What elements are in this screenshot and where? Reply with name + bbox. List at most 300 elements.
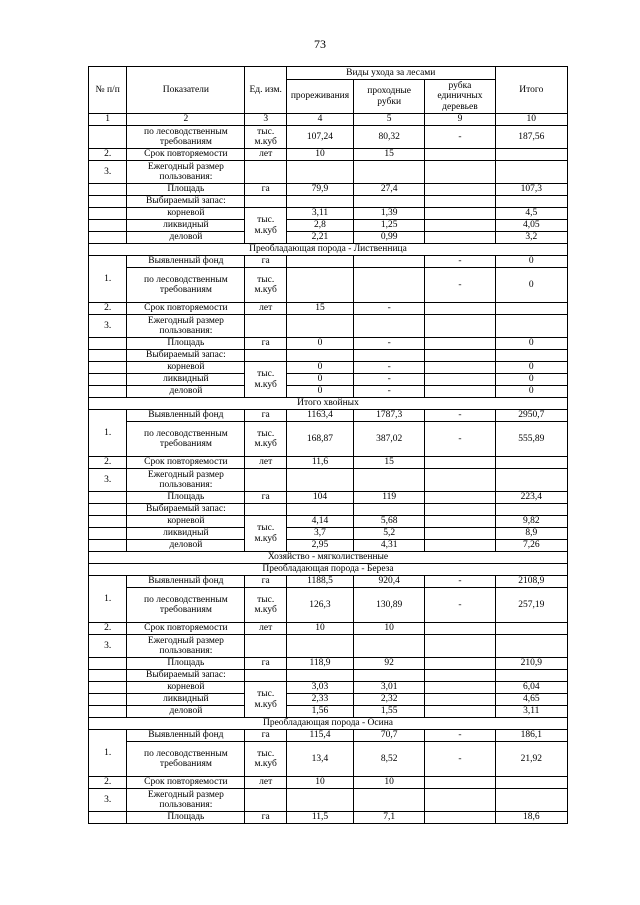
empty-cell	[89, 694, 127, 706]
value-passage: 920,4	[354, 576, 425, 588]
empty-cell	[89, 362, 127, 374]
indicator-label: Срок повторяемости	[127, 777, 245, 789]
table-row	[89, 694, 568, 706]
section-title: Хозяйство - мягколиственные	[89, 552, 568, 564]
value-thinning: 79,9	[286, 184, 353, 196]
unit-cell: лет	[245, 777, 287, 789]
unit-cell: га	[245, 576, 287, 588]
table-row	[89, 588, 568, 611]
empty-cell	[89, 516, 127, 528]
value-thinning: 2,8	[286, 220, 353, 232]
unit-cell: лет	[245, 623, 287, 635]
table-row	[89, 303, 568, 315]
indicator-label: Выявленный фонд	[127, 730, 245, 742]
value-thinning: 3,03	[286, 682, 353, 694]
empty-cell	[245, 161, 287, 184]
value-thinning: 126,3	[286, 588, 353, 623]
row-number	[89, 126, 127, 149]
value-total: 3,11	[495, 706, 567, 718]
col-header-unit: Ед. изм.	[245, 67, 287, 114]
value-passage: 7,1	[354, 812, 425, 824]
value-passage: -	[354, 338, 425, 350]
empty-cell	[354, 315, 425, 338]
empty-cell	[425, 161, 495, 184]
value-total: 210,9	[495, 658, 567, 670]
value-passage: 1,25	[354, 220, 425, 232]
value-total: 8,9	[495, 528, 567, 540]
value-single-tree	[425, 682, 495, 694]
empty-cell	[89, 374, 127, 386]
indicator-label: Выявленный фонд	[127, 256, 245, 268]
empty-cell	[354, 504, 425, 516]
column-number: 4	[286, 114, 353, 126]
value-thinning: 2,21	[286, 232, 353, 244]
table-row	[89, 706, 568, 718]
row-number: 3.	[89, 161, 127, 184]
value-passage: 0,99	[354, 232, 425, 244]
indicator-label: деловой	[127, 386, 245, 398]
value-passage: 387,02	[354, 422, 425, 457]
table-row	[89, 742, 568, 765]
indicator-label: Площадь	[127, 338, 245, 350]
row-number: 1.	[89, 576, 127, 623]
value-single-tree	[425, 457, 495, 469]
value-single-tree: -	[425, 410, 495, 422]
value-total	[495, 623, 567, 635]
value-single-tree: -	[425, 268, 495, 303]
value-total: 9,82	[495, 516, 567, 528]
unit-cell: тыс. м.куб	[245, 516, 287, 552]
column-number: 2	[127, 114, 245, 126]
empty-cell	[286, 196, 353, 208]
empty-cell	[89, 528, 127, 540]
empty-cell	[245, 469, 287, 492]
table-row	[89, 576, 568, 588]
row-number: 3.	[89, 315, 127, 338]
value-total	[495, 303, 567, 315]
table-row	[89, 777, 568, 789]
value-total: 0	[495, 268, 567, 303]
value-thinning: 3,7	[286, 528, 353, 540]
value-thinning: 3,11	[286, 208, 353, 220]
table-row	[89, 516, 568, 528]
value-thinning: 15	[286, 303, 353, 315]
empty-cell	[89, 208, 127, 220]
unit-cell: тыс. м.куб	[245, 682, 287, 718]
unit-cell: га	[245, 184, 287, 196]
table-row	[89, 504, 568, 516]
value-single-tree	[425, 540, 495, 552]
empty-cell	[354, 196, 425, 208]
indicator-label: деловой	[127, 540, 245, 552]
indicator-label: корневой	[127, 362, 245, 374]
value-single-tree	[425, 658, 495, 670]
value-total: 555,89	[495, 422, 567, 457]
indicator-label: Выбираемый запас:	[127, 196, 245, 208]
table-row	[89, 682, 568, 694]
empty-cell	[354, 161, 425, 184]
table-row	[89, 362, 568, 374]
empty-cell	[286, 469, 353, 492]
table-row	[89, 220, 568, 232]
table-row	[89, 149, 568, 161]
col-header-passage: проходные рубки	[354, 80, 425, 114]
forest-care-table	[88, 66, 568, 824]
row-number: 2.	[89, 777, 127, 789]
unit-cell: тыс. м.куб	[245, 208, 287, 244]
empty-cell	[245, 635, 287, 658]
indicator-label: по лесоводственным требованиям	[127, 422, 245, 457]
unit-cell: лет	[245, 303, 287, 315]
table-row	[89, 789, 568, 812]
value-thinning: 2,95	[286, 540, 353, 552]
value-total	[495, 457, 567, 469]
row-number: 2.	[89, 149, 127, 161]
value-single-tree: -	[425, 126, 495, 149]
value-passage: -	[354, 374, 425, 386]
table-row	[89, 492, 568, 504]
indicator-label: Ежегодный размер пользования:	[127, 315, 245, 338]
empty-cell	[425, 350, 495, 362]
indicator-label: ликвидный	[127, 694, 245, 706]
value-thinning: 10	[286, 777, 353, 789]
value-total: 4,05	[495, 220, 567, 232]
col-header-indicators: Показатели	[127, 67, 245, 114]
col-header-num: № п/п	[89, 67, 127, 114]
empty-cell	[89, 386, 127, 398]
empty-cell	[89, 658, 127, 670]
table-row	[89, 812, 568, 824]
unit-cell: га	[245, 492, 287, 504]
value-single-tree	[425, 338, 495, 350]
value-passage: 4,31	[354, 540, 425, 552]
empty-cell	[354, 789, 425, 812]
value-total	[495, 777, 567, 789]
value-passage: 5,2	[354, 528, 425, 540]
empty-cell	[89, 706, 127, 718]
value-thinning: 13,4	[286, 742, 353, 777]
indicator-label: Выбираемый запас:	[127, 670, 245, 682]
indicator-label: Ежегодный размер пользования:	[127, 789, 245, 812]
indicator-label: Ежегодный размер пользования:	[127, 161, 245, 184]
row-number: 3.	[89, 469, 127, 492]
empty-cell	[354, 670, 425, 682]
table-row	[89, 469, 568, 492]
indicator-label: деловой	[127, 232, 245, 244]
table-row	[89, 623, 568, 635]
col-header-single-tree: рубка единичных деревьев	[425, 80, 495, 114]
value-total: 18,6	[495, 812, 567, 824]
value-single-tree: -	[425, 422, 495, 457]
col-header-group: Виды ухода за лесами	[286, 67, 495, 80]
row-number: 1.	[89, 256, 127, 303]
empty-cell	[425, 789, 495, 812]
value-thinning: 0	[286, 338, 353, 350]
value-thinning: 4,14	[286, 516, 353, 528]
value-total: 3,2	[495, 232, 567, 244]
column-number: 5	[354, 114, 425, 126]
table-row	[89, 208, 568, 220]
section-title-row	[89, 564, 568, 576]
unit-cell: га	[245, 256, 287, 268]
value-single-tree	[425, 303, 495, 315]
empty-cell	[89, 540, 127, 552]
indicator-label: Площадь	[127, 812, 245, 824]
row-number: 3.	[89, 635, 127, 658]
empty-cell	[245, 196, 287, 208]
value-thinning: 0	[286, 386, 353, 398]
empty-cell	[425, 469, 495, 492]
empty-cell	[89, 184, 127, 196]
value-passage: 8,52	[354, 742, 425, 777]
value-single-tree	[425, 184, 495, 196]
value-passage: 15	[354, 457, 425, 469]
empty-cell	[245, 315, 287, 338]
value-single-tree	[425, 149, 495, 161]
empty-cell	[354, 469, 425, 492]
unit-cell: тыс. м.куб	[245, 268, 287, 303]
empty-cell	[495, 504, 567, 516]
table-row	[89, 540, 568, 552]
table-row	[89, 410, 568, 422]
table-body	[89, 67, 568, 824]
value-passage: 92	[354, 658, 425, 670]
empty-cell	[89, 812, 127, 824]
section-title-row	[89, 718, 568, 730]
value-single-tree	[425, 528, 495, 540]
value-thinning: 115,4	[286, 730, 353, 742]
value-passage: 15	[354, 149, 425, 161]
empty-cell	[495, 196, 567, 208]
unit-cell: тыс. м.куб	[245, 588, 287, 623]
row-number: 1.	[89, 410, 127, 457]
table-row	[89, 374, 568, 386]
page-number: 73	[314, 37, 326, 51]
empty-cell	[354, 350, 425, 362]
empty-cell	[495, 469, 567, 492]
empty-cell	[245, 504, 287, 516]
table-row	[89, 730, 568, 742]
section-title: Итого хвойных	[89, 398, 568, 410]
value-thinning: 11,5	[286, 812, 353, 824]
value-single-tree	[425, 623, 495, 635]
value-thinning: 0	[286, 374, 353, 386]
column-number: 10	[495, 114, 567, 126]
indicator-label: по лесоводственным требованиям	[127, 126, 245, 149]
indicator-label: Выбираемый запас:	[127, 350, 245, 362]
unit-cell: тыс. м.куб	[245, 126, 287, 149]
section-title-row	[89, 398, 568, 410]
value-single-tree: -	[425, 576, 495, 588]
value-passage	[354, 256, 425, 268]
value-thinning	[286, 268, 353, 303]
empty-cell	[286, 789, 353, 812]
empty-cell	[286, 161, 353, 184]
column-numbers-row	[89, 114, 568, 126]
unit-cell: тыс. м.куб	[245, 362, 287, 398]
indicator-label: ликвидный	[127, 374, 245, 386]
empty-cell	[89, 670, 127, 682]
value-total: 0	[495, 338, 567, 350]
value-passage: 119	[354, 492, 425, 504]
empty-cell	[286, 635, 353, 658]
value-thinning: 10	[286, 623, 353, 635]
indicator-label: Площадь	[127, 658, 245, 670]
empty-cell	[286, 350, 353, 362]
value-thinning: 1163,4	[286, 410, 353, 422]
empty-cell	[495, 670, 567, 682]
value-total: 0	[495, 386, 567, 398]
indicator-label: ликвидный	[127, 528, 245, 540]
value-total: 2108,9	[495, 576, 567, 588]
indicator-label: по лесоводственным требованиям	[127, 588, 245, 623]
section-title: Преобладающая порода - Осина	[89, 718, 568, 730]
table-row	[89, 635, 568, 658]
indicator-label: корневой	[127, 208, 245, 220]
unit-cell: га	[245, 812, 287, 824]
empty-cell	[495, 350, 567, 362]
empty-cell	[89, 196, 127, 208]
unit-cell: лет	[245, 457, 287, 469]
value-single-tree: -	[425, 730, 495, 742]
empty-cell	[495, 161, 567, 184]
empty-cell	[89, 682, 127, 694]
value-thinning: 2,33	[286, 694, 353, 706]
empty-cell	[89, 492, 127, 504]
row-number: 2.	[89, 457, 127, 469]
value-thinning: 1,56	[286, 706, 353, 718]
value-total: 2950,7	[495, 410, 567, 422]
indicator-label: Выбираемый запас:	[127, 504, 245, 516]
table-row	[89, 386, 568, 398]
value-thinning: 1188,5	[286, 576, 353, 588]
value-passage: -	[354, 386, 425, 398]
value-single-tree: -	[425, 256, 495, 268]
empty-cell	[286, 670, 353, 682]
value-total: 257,19	[495, 588, 567, 623]
unit-cell: га	[245, 338, 287, 350]
col-header-total: Итого	[495, 67, 567, 114]
empty-cell	[245, 350, 287, 362]
table-row	[89, 658, 568, 670]
value-single-tree	[425, 706, 495, 718]
table-row	[89, 256, 568, 268]
table-row	[89, 422, 568, 445]
indicator-label: Площадь	[127, 184, 245, 196]
indicator-label: ликвидный	[127, 220, 245, 232]
value-thinning: 0	[286, 362, 353, 374]
empty-cell	[89, 232, 127, 244]
value-total: 0	[495, 374, 567, 386]
value-single-tree: -	[425, 588, 495, 623]
indicator-label: корневой	[127, 682, 245, 694]
empty-cell	[89, 220, 127, 232]
value-single-tree	[425, 516, 495, 528]
value-total: 223,4	[495, 492, 567, 504]
indicator-label: корневой	[127, 516, 245, 528]
empty-cell	[245, 670, 287, 682]
empty-cell	[245, 789, 287, 812]
indicator-label: Срок повторяемости	[127, 149, 245, 161]
value-single-tree	[425, 386, 495, 398]
empty-cell	[425, 315, 495, 338]
indicator-label: Площадь	[127, 492, 245, 504]
table-row	[89, 457, 568, 469]
table-row	[89, 268, 568, 291]
value-passage: 27,4	[354, 184, 425, 196]
unit-cell: тыс. м.куб	[245, 742, 287, 777]
table-row	[89, 232, 568, 244]
value-passage: 80,32	[354, 126, 425, 149]
unit-cell: лет	[245, 149, 287, 161]
value-total: 0	[495, 256, 567, 268]
unit-cell: га	[245, 658, 287, 670]
table-row	[89, 196, 568, 208]
indicator-label: Выявленный фонд	[127, 410, 245, 422]
value-thinning	[286, 256, 353, 268]
value-single-tree	[425, 777, 495, 789]
value-passage: 130,89	[354, 588, 425, 623]
table-row	[89, 670, 568, 682]
value-single-tree	[425, 374, 495, 386]
empty-cell	[354, 635, 425, 658]
value-total: 187,56	[495, 126, 567, 149]
value-total: 107,3	[495, 184, 567, 196]
value-passage: 1,39	[354, 208, 425, 220]
value-passage	[354, 268, 425, 303]
empty-cell	[425, 635, 495, 658]
value-total: 7,26	[495, 540, 567, 552]
table-row	[89, 161, 568, 184]
section-title: Преобладающая порода - Береза	[89, 564, 568, 576]
value-total: 4,65	[495, 694, 567, 706]
section-title: Преобладающая порода - Лиственница	[89, 244, 568, 256]
indicator-label: по лесоводственным требованиям	[127, 268, 245, 303]
value-thinning: 107,24	[286, 126, 353, 149]
value-single-tree	[425, 492, 495, 504]
unit-cell: тыс. м.куб	[245, 422, 287, 457]
indicator-label: по лесоводственным требованиям	[127, 742, 245, 777]
empty-cell	[425, 504, 495, 516]
row-number: 2.	[89, 623, 127, 635]
value-total: 6,04	[495, 682, 567, 694]
table-row	[89, 315, 568, 338]
column-number: 1	[89, 114, 127, 126]
value-total	[495, 149, 567, 161]
empty-cell	[495, 789, 567, 812]
unit-cell: га	[245, 730, 287, 742]
row-number: 1.	[89, 730, 127, 777]
row-number: 3.	[89, 789, 127, 812]
empty-cell	[286, 315, 353, 338]
section-title-row	[89, 244, 568, 256]
value-single-tree	[425, 220, 495, 232]
empty-cell	[425, 670, 495, 682]
value-passage: 70,7	[354, 730, 425, 742]
value-total: 186,1	[495, 730, 567, 742]
column-number: 3	[245, 114, 287, 126]
indicator-label: Срок повторяемости	[127, 457, 245, 469]
value-single-tree: -	[425, 742, 495, 777]
value-single-tree	[425, 812, 495, 824]
column-number: 9	[425, 114, 495, 126]
table-row	[89, 126, 568, 149]
row-number: 2.	[89, 303, 127, 315]
indicator-label: Ежегодный размер пользования:	[127, 635, 245, 658]
value-passage: 5,68	[354, 516, 425, 528]
indicator-label: Выявленный фонд	[127, 576, 245, 588]
value-passage: -	[354, 303, 425, 315]
